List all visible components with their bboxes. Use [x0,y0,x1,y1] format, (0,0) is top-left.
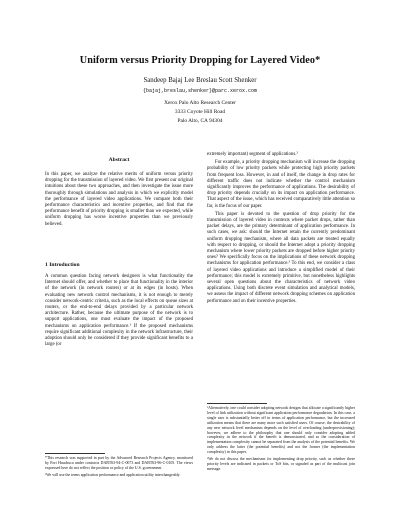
footnote-rule-left [45,453,105,454]
right-footnotes [207,406,355,472]
affiliation-line-3: Palo Alto, CA 94304 [177,118,223,124]
left-footnotes [45,456,193,478]
footnote-alternative: ²Alternatively, one could consider adopting network designs that allocate a significantly higher level of link utilization without significant application performance degradation. In this case, a single user is substantially better off in terms of application performance, but the increased utilization means that there are many more such satisfied users. Of course, the desirability of any new network level mechanism depends on the level of overloading (underprovisioning); however, we adhere to the philosophy that one should only consider adopting added complexity in the network if the benefit is demonstrated, and so the consideration of implementation complexity cannot be separated from the analysis of the potential benefits. We only address the latter (the potential benefits) and not the former (the implementation complexity) in this paper. [207,406,355,455]
author-emails: {bajaj,breslau,shenker}@parc.xerox.com [142,88,258,94]
abstract-heading: Abstract [108,157,130,163]
abstract-block [45,157,193,228]
right-column-text [207,152,355,305]
footnote-funding: *This research was supported in part by the Advanced Research Projects Agency, monitored by Fort Huachuca under contracts DABT63-94-C-0073 and DABT63-96-C-0105. The views expressed here do not reflect the position or policy of the U.S. government. [45,456,193,470]
footnote-terms: ¹We will use the terms application performance and application utility interchangeably. [45,472,181,477]
footnote-mechanisms: ³We do not discuss the mechanisms for implementing drop priority, such as whether these priority levels are indicated in packets or ToS bits, or signaled as part of the multicast join message. [207,457,355,471]
affiliation-line-1: Xerox Palo Alto Research Center [164,100,236,106]
right-paragraph-2: For example, a priority dropping mechanism will increase the dropping probability of low priority packets while protecting high priority packets from frequent loss. However, in and of itself, the change in drop rates for different traffic does not indicate whether the control mechanism significantly improves the performance of applications. The desirability of drop priority depends crucially on its impact on application performance. That aspect of the issue, which has received comparatively little attention so far, is the focus of our paper. [207,160,355,209]
introduction-text: A common question facing network designers is what functionality the Internet should offer, and whether to place that functionality in the interior of the network (in network routers) or at its edges (in hosts). When evaluating new network control mechanisms, it is not enough to merely consider network-centric criteria, such as the local effects on queue sizes at routers, or the end-to-end delays provided by a particular network architecture. Rather, because the ultimate purpose of the network is to support applications, one must evaluate the impact of the proposed mechanisms on application performance.¹ If the proposed mechanisms require significant additional complexity in the network infrastructure, their adoption should only be considered if they provide significant benefits to a large (or [45,274,193,348]
affiliation-line-2: 3333 Coyote Hill Road [174,109,226,115]
abstract-text: In this paper, we analyze the relative merits of uniform versus priority dropping for the transmission of layered video. We first present our original intuitions about these two approaches, and then investigate the issue more thoroughly through simulations and analysis in which we explicitly model the performance of layered video applications. We compare both their performance characteristics and incentive properties, and find that the performance benefit of priority dropping is smaller than we expected, while uniform dropping has worse incentive properties than we previously believed. [45,172,193,227]
author-list: Sandeep Bajaj Lee Breslau Scott Shenker [143,77,257,84]
introduction-block [45,262,193,348]
right-paragraph-1: extremely important) segment of applications.² [207,152,298,157]
footnote-rule-right [207,403,267,404]
paper-title: Uniform versus Priority Dropping for Layered Video* [79,55,321,66]
right-paragraph-3: This paper is devoted to the question of drop priority for the transmission of layered video in contexts where packet drops, rather than packet delays, are the primary determinant of application performance. In such cases, we ask: should the Internet retain the currently predominant uniform dropping mechanism, where all data packets are treated equally with respect to dropping, or should the Internet adopt a priority dropping mechanism where lower priority packets are dropped before higher priority ones? We specifically focus on the implications of these network dropping mechanisms for application performance.³ To this end, we consider a class of layered video applications and introduce a simplified model of their performance; this model is extremely primitive, but nonetheless highlights several open questions about the characteristics of network video applications. Using both discrete event simulation and analytical models, we assess the impact of different network dropping schemes on application performance and on their incentive properties. [207,211,355,304]
introduction-heading: 1 Introduction [45,262,80,268]
